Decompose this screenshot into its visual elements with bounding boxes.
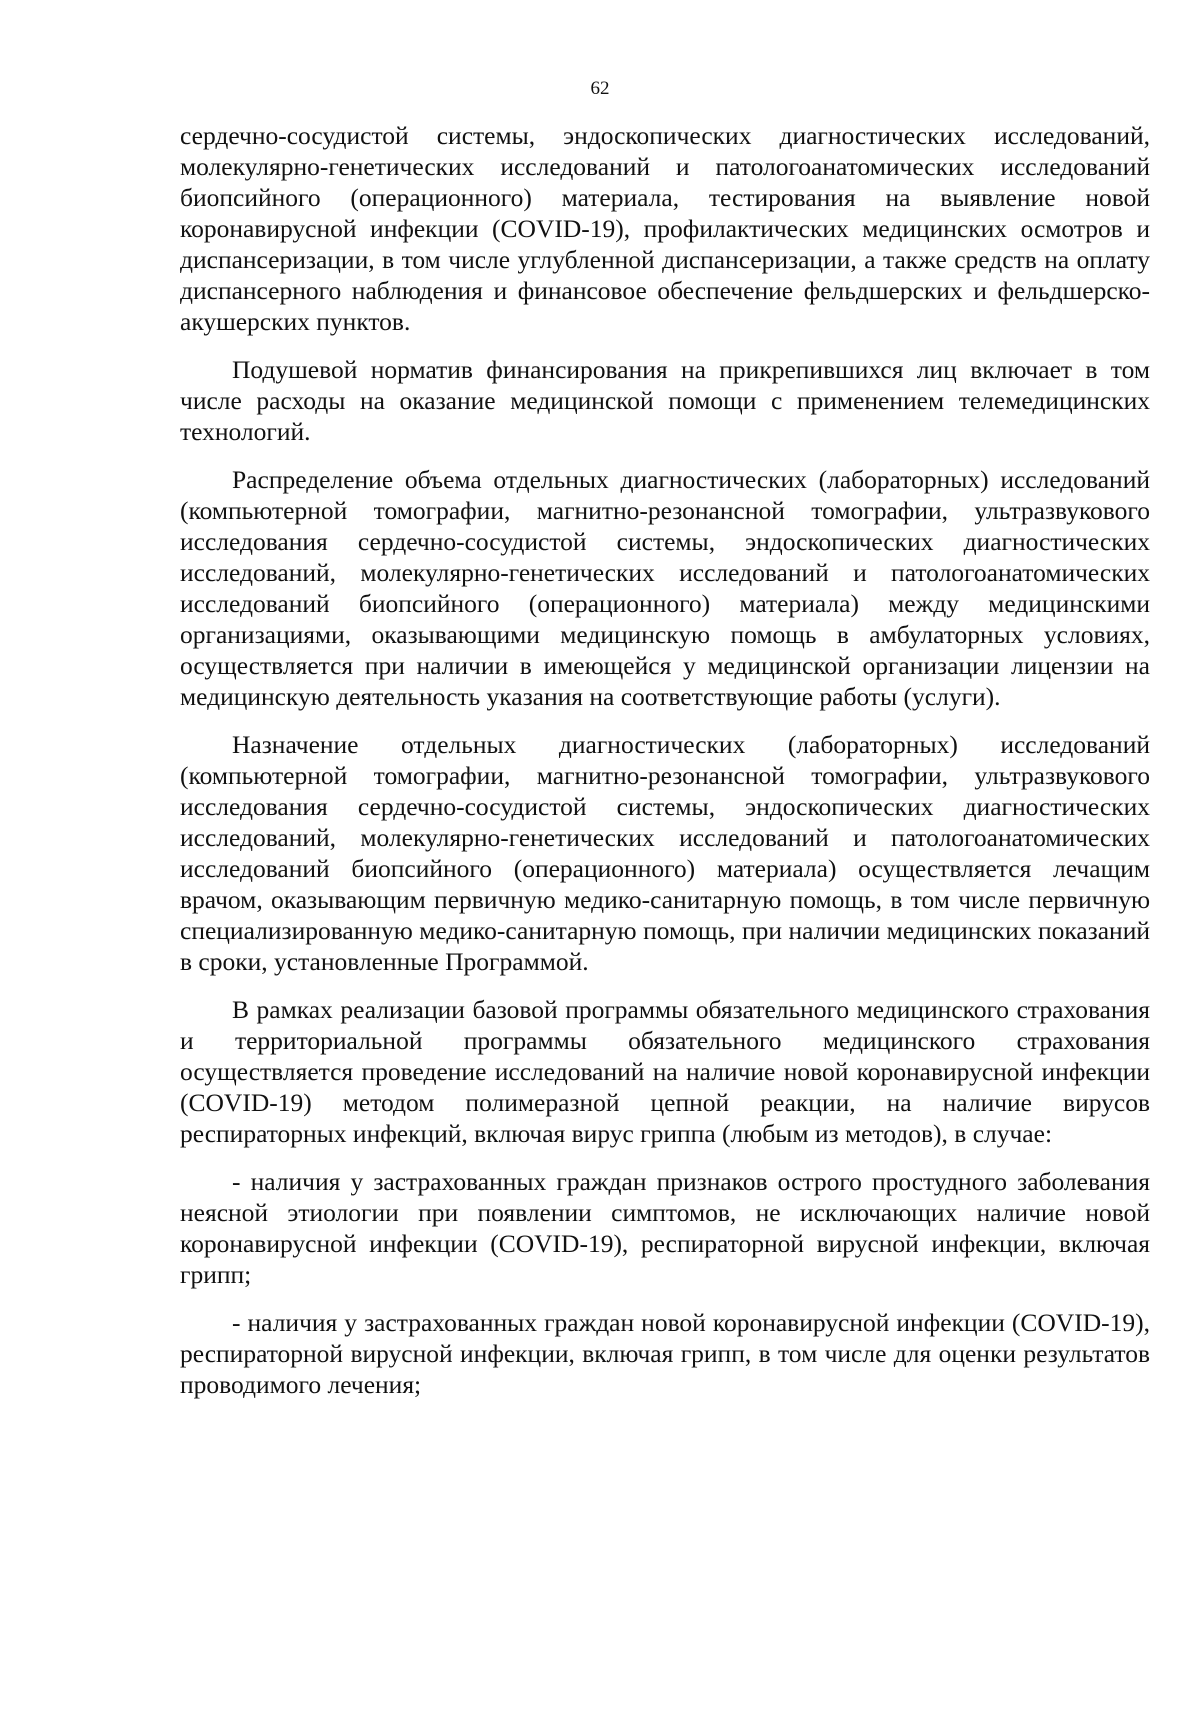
page-number: 62 — [590, 78, 610, 99]
list-item-symptoms: - наличия у застрахованных граждан признаков острого простудного заболевания неясной этиологии при появлении симптомов, не исключающих наличие новой коронавирусной инфекции (COVID-19), респираторной вирусной инфекции, включая грипп; — [180, 1167, 1150, 1289]
paragraph-per-capita-norm: Подушевой норматив финансирования на прикрепившихся лиц включает в том числе расходы на оказание медицинской помощи с применением телемедицинских технологий. — [180, 355, 1150, 446]
paragraph-covid-testing: В рамках реализации базовой программы обязательного медицинского страхования и территориальной программы обязательного медицинского страхования осуществляется проведение исследований на наличие новой коронавирусной инфекции (COVID-19) методом полимеразной цепной реакции, на наличие вирусов респираторных инфекций, включая вирус гриппа (любым из методов), в случае: — [180, 995, 1150, 1148]
document-body — [180, 120, 1150, 1417]
list-item-treatment-evaluation: - наличия у застрахованных граждан новой коронавирусной инфекции (COVID-19), респираторной вирусной инфекции, включая грипп, в том числе для оценки результатов проводимого лечения; — [180, 1308, 1150, 1399]
paragraph-distribution: Распределение объема отдельных диагностических (лабораторных) исследований (компьютерной томографии, магнитно-резонансной томографии, ультразвукового исследования сердечно-сосудистой системы, эндоскопических диагностических исследований, молекулярно-генетических исследований и патологоанатомических исследований биопсийного (операционного) материала) между медицинскими организациями, оказывающими медицинскую помощь в амбулаторных условиях, осуществляется при наличии в имеющейся у медицинской организации лицензии на медицинскую деятельность указания на соответствующие работы (услуги). — [180, 465, 1150, 711]
paragraph-assignment: Назначение отдельных диагностических (лабораторных) исследований (компьютерной томографии, магнитно-резонансной томографии, ультразвукового исследования сердечно-сосудистой системы, эндоскопических диагностических исследований, молекулярно-генетических исследований и патологоанатомических исследований биопсийного (операционного) материала) осуществляется лечащим врачом, оказывающим первичную медико-санитарную помощь, в том числе первичную специализированную медико-санитарную помощь, при наличии медицинских показаний в сроки, установленные Программой. — [180, 730, 1150, 976]
paragraph-continuation: сердечно-сосудистой системы, эндоскопических диагностических исследований, молекулярно-генетических исследований и патологоанатомических исследований биопсийного (операционного) материала, тестирования на выявление новой коронавирусной инфекции (COVID-19), профилактических медицинских осмотров и диспансеризации, в том числе углубленной диспансеризации, а также средств на оплату диспансерного наблюдения и финансовое обеспечение фельдшерских и фельдшерско-акушерских пунктов. — [180, 121, 1150, 336]
